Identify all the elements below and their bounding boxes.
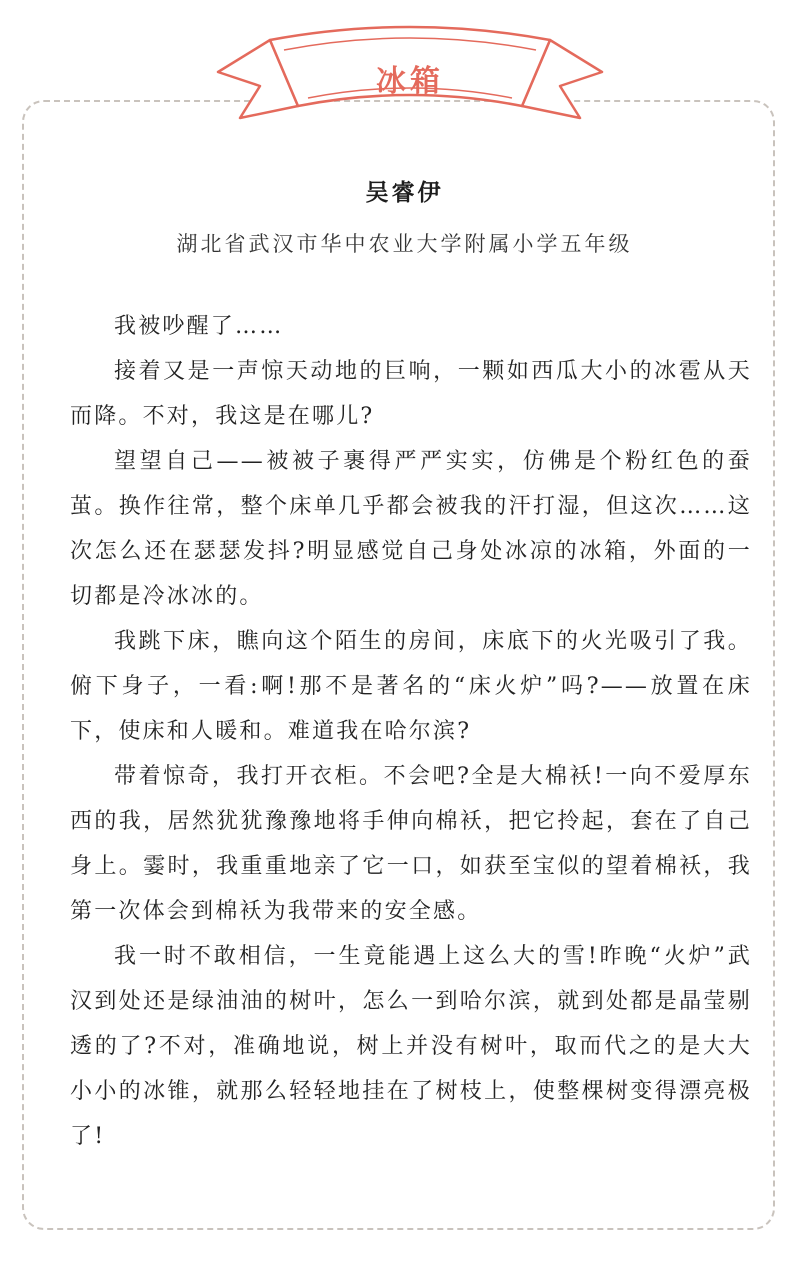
page-title: 冰箱 bbox=[376, 64, 444, 99]
paragraph: 带着惊奇，我打开衣柜。不会吧?全是大棉袄!一向不爱厚东西的我，居然犹犹豫豫地将手伸向棉袄，把它拎起，套在了自己身上。霎时，我重重地亲了它一口，如获至宝似的望着棉袄，我第一次体会到棉袄为我带来的安全感。 bbox=[70, 764, 752, 924]
article-body bbox=[70, 304, 752, 1159]
paragraph: 我跳下床，瞧向这个陌生的房间，床底下的火光吸引了我。俯下身子，一看:啊!那不是著名的“床火炉”吗?——放置在床下，使床和人暖和。难道我在哈尔滨? bbox=[70, 629, 752, 744]
paragraph: 接着又是一声惊天动地的巨响，一颗如西瓜大小的冰雹从天而降。不对，我这是在哪儿? bbox=[70, 359, 752, 429]
paragraph: 我被吵醒了…… bbox=[114, 314, 284, 339]
author-school: 湖北省武汉市华中农业大学附属小学五年级 bbox=[176, 232, 633, 256]
paragraph: 望望自己——被被子裹得严严实实，仿佛是个粉红色的蚕茧。换作往常，整个床单几乎都会被我的汗打湿，但这次……这次怎么还在瑟瑟发抖?明显感觉自己身处冰凉的冰箱，外面的一切都是冷冰冰的。 bbox=[70, 449, 752, 609]
author-name: 吴睿伊 bbox=[365, 180, 444, 206]
paragraph: 我一时不敢相信，一生竟能遇上这么大的雪!昨晚“火炉”武汉到处还是绿油油的树叶，怎么一到哈尔滨，就到处都是晶莹剔透的了?不对，准确地说，树上并没有树叶，取而代之的是大大小小的冰锥，就那么轻轻地挂在了树枝上，使整棵树变得漂亮极了! bbox=[70, 944, 752, 1149]
